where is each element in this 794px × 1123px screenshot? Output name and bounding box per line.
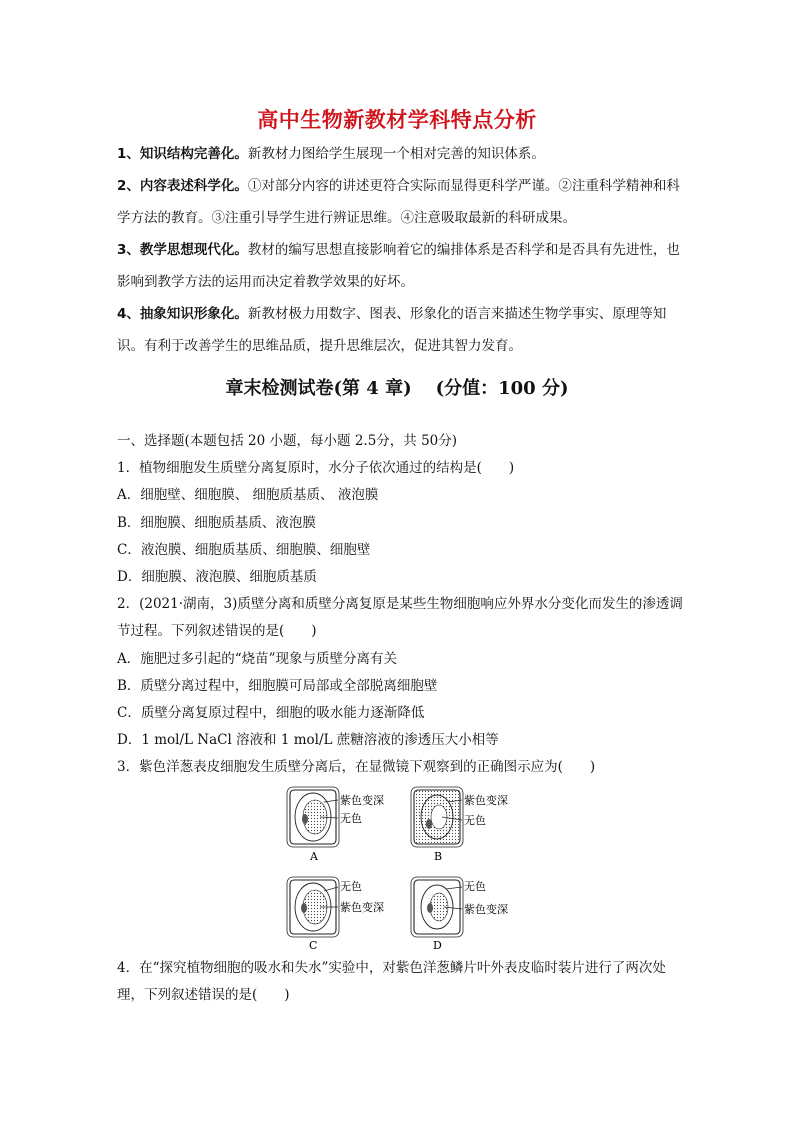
exam-title (0, 374, 794, 400)
question-option: D．1 mol/L NaCl 溶液和 1 mol/L 蔗糖溶液的渗透压大小相等 (117, 732, 499, 749)
question-option: A．施肥过多引起的“烧苗”现象与质壁分离有关 (117, 650, 398, 667)
page-title: 高中生物新教材学科特点分析 (257, 108, 537, 132)
intro-section (117, 138, 682, 362)
cell-letter-a: A (310, 850, 318, 863)
question-4 (117, 955, 687, 1009)
intro-paragraph: 3、教学思想现代化。教材的编写思想直接影响着它的编排体系是否科学和是否具有先进性，也影响到教学方法的运用而决定着教学效果的好坏。 (117, 242, 680, 290)
cell-letter-b: B (434, 850, 443, 863)
intro-paragraph: 4、抽象知识形象化。新教材极力用数字、图表、形象化的语言来描述生物学事实、原理等知识。有利于改善学生的思维品质，提升思维层次，促进其智力发育。 (117, 306, 667, 354)
cell-letter-d: D (433, 939, 442, 952)
question-option: A．细胞壁、细胞膜、 细胞质基质、 液泡膜 (117, 487, 379, 504)
question-option: D．细胞膜、液泡膜、细胞质基质 (117, 569, 317, 586)
label-c-clear: 无色 (340, 880, 362, 893)
intro-paragraph: 1、知识结构完善化。新教材力图给学生展现一个相对完善的知识体系。 (117, 146, 545, 162)
question-stem: 4．在“探究植物细胞的吸水和失水”实验中，对紫色洋葱鳞片叶外表皮临时装片进行了两次处理，下列叙述错误的是( ) (117, 960, 666, 1004)
label-b-purple: 紫色变深 (464, 794, 508, 807)
question-option: B．质壁分离过程中，细胞膜可局部或全部脱离细胞壁 (117, 677, 438, 694)
question-stem: 1．植物细胞发生质壁分离复原时，水分子依次通过的结构是( ) (117, 460, 515, 477)
exam-score: (分值：100 分) (435, 378, 569, 399)
question-stem: 2．(2021·湖南，3)质壁分离和质壁分离复原是某些生物细胞响应外界水分变化而发生的渗透调节过程。下列叙述错误的是( ) (117, 596, 683, 640)
questions (117, 428, 687, 782)
cell-d-diagram (411, 877, 463, 937)
label-a-purple: 紫色变深 (340, 794, 384, 807)
cell-b-diagram (411, 787, 463, 847)
question-stem: 3．紫色洋葱表皮细胞发生质壁分离后，在显微镜下观察到的正确图示应为( ) (117, 759, 596, 776)
cell-figure (280, 784, 520, 954)
question-option: B．细胞膜、细胞质基质、液泡膜 (117, 514, 316, 531)
cell-a-diagram (287, 787, 339, 847)
cell-letter-c: C (309, 939, 318, 952)
intro-paragraph: 2、内容表述科学化。①对部分内容的讲述更符合实际而显得更科学严谨。②注重科学精神和科学方法的教育。③注重引导学生进行辨证思维。④注意吸取最新的科研成果。 (117, 178, 680, 226)
label-c-purple: 紫色变深 (340, 901, 384, 914)
label-b-clear: 无色 (464, 814, 486, 827)
question-option: C．质壁分离复原过程中，细胞的吸水能力逐渐降低 (117, 705, 425, 722)
section-heading: 一、选择题(本题包括 20 小题，每小题 2.5分，共 50分) (117, 433, 458, 449)
cell-c-diagram (287, 877, 339, 937)
question-option: C．液泡膜、细胞质基质、细胞膜、细胞壁 (117, 541, 371, 558)
label-d-purple: 紫色变深 (464, 903, 508, 916)
label-a-clear: 无色 (340, 812, 362, 825)
label-d-clear: 无色 (464, 880, 486, 893)
exam-chapter: 章末检测试卷(第 4 章) (225, 378, 412, 399)
